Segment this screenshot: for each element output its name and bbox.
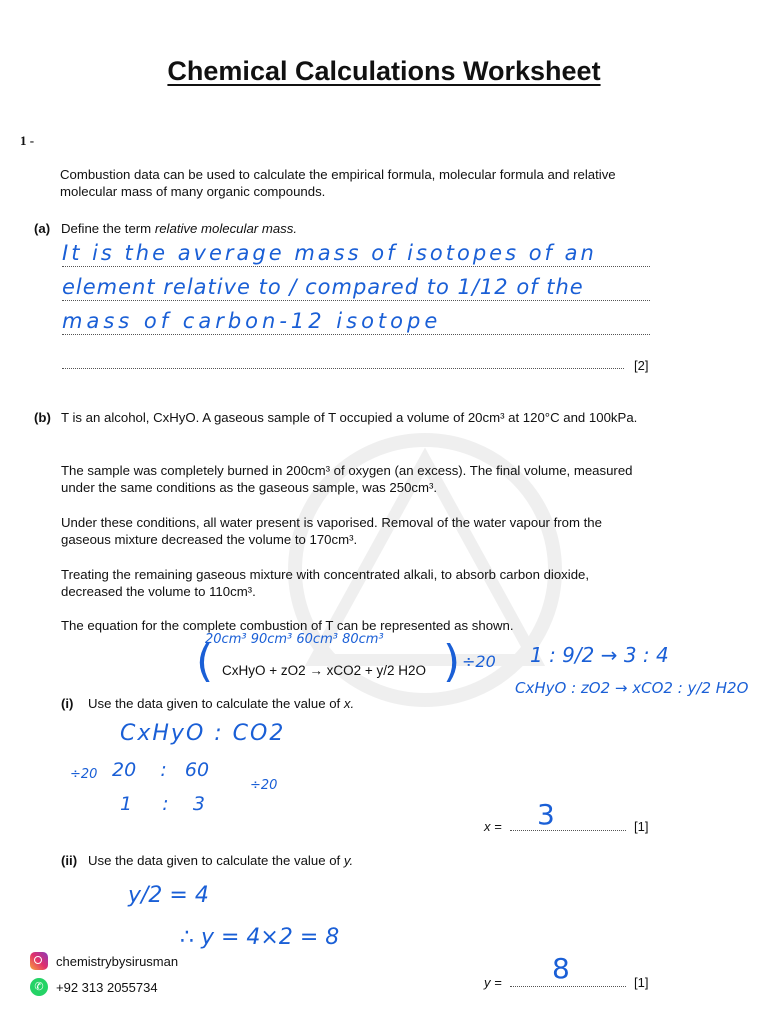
handwritten-answer-y: 8 [552, 952, 570, 985]
handwritten-ratio: 1 : 9/2 → 3 : 4 [530, 643, 669, 667]
handwritten-ratio-labels: CxHyO : zO2 → xCO2 : y/2 H2O [515, 679, 749, 697]
handwritten-divide-left: ÷20 [70, 767, 98, 782]
part-a-prompt: Define the term relative molecular mass. [61, 221, 298, 236]
answer-line [62, 368, 624, 369]
handwritten-answer-line: It is the average mass of isotopes of an [62, 241, 597, 265]
handwritten-work: 1 : 3 [120, 793, 205, 815]
question-number: 1 - [20, 133, 35, 148]
part-i-label: (i) [61, 696, 74, 711]
part-b-label: (b) [34, 410, 51, 425]
instagram-icon [30, 952, 48, 970]
page-title: Chemical Calculations Worksheet [167, 56, 601, 86]
whatsapp-icon: ✆ [30, 978, 48, 996]
handwritten-answer-x: 3 [537, 798, 555, 831]
handwritten-work: y/2 = 4 [128, 883, 209, 908]
phone-number: ✆ +92 313 2055734 [30, 978, 158, 996]
handwritten-answer-line: element relative to / compared to 1/12 of the [62, 275, 584, 299]
answer-line [510, 830, 626, 831]
answer-label-y: y = [484, 975, 502, 990]
handwritten-divide-right: ÷20 [250, 778, 278, 793]
intro-text: Combustion data can be used to calculate the empirical formula, molecular formula and relative molecular mass of many organic compounds. [60, 167, 616, 199]
handwritten-work: CxHyO : CO2 [120, 721, 286, 746]
part-b-para-4: Treating the remaining gaseous mixture with concentrated alkali, to absorb carbon dioxide, decreased the volume to 110cm³. [61, 567, 590, 599]
handwritten-volumes: 20cm³ 90cm³ 60cm³ 80cm³ [205, 632, 384, 647]
answer-line [62, 334, 650, 335]
left-bracket: ( [196, 636, 214, 687]
instagram-handle: chemistrybysirusman [30, 952, 178, 970]
answer-line [510, 986, 626, 987]
marks-label: [1] [634, 819, 649, 834]
part-b-para-3: Under these conditions, all water present is vaporised. Removal of the water vapour from the gaseous mixture decreased the volume to 170cm³. [61, 515, 602, 547]
marks-label: [2] [634, 358, 649, 373]
combustion-equation: CxHyO + zO2 → xCO2 + y/2 H2O [222, 663, 427, 678]
right-bracket: ) [443, 636, 461, 687]
handwritten-answer-line: mass of carbon-12 isotope [62, 309, 442, 333]
answer-line [62, 266, 650, 267]
part-i-prompt: Use the data given to calculate the value of x. [88, 696, 355, 711]
handwritten-work: 20 : 60 [112, 759, 210, 781]
part-b-para-1: T is an alcohol, CxHyO. A gaseous sample of T occupied a volume of 20cm³ at 120°C and 100kPa. [61, 410, 638, 425]
part-ii-prompt: Use the data given to calculate the value of y. [88, 853, 354, 868]
part-ii-label: (ii) [61, 853, 78, 868]
part-b-para-5: The equation for the complete combustion of T can be represented as shown. [61, 618, 514, 633]
handwritten-work: ∴ y = 4×2 = 8 [180, 925, 340, 950]
handwritten-divide-20: ÷20 [462, 652, 496, 671]
part-b-para-2: The sample was completely burned in 200cm³ of oxygen (an excess). The final volume, measured under the same conditions as the gaseous sample, was 250cm³. [61, 463, 633, 495]
marks-label: [1] [634, 975, 649, 990]
answer-label-x: x = [484, 819, 502, 834]
part-a-label: (a) [34, 221, 51, 236]
answer-line [62, 300, 650, 301]
